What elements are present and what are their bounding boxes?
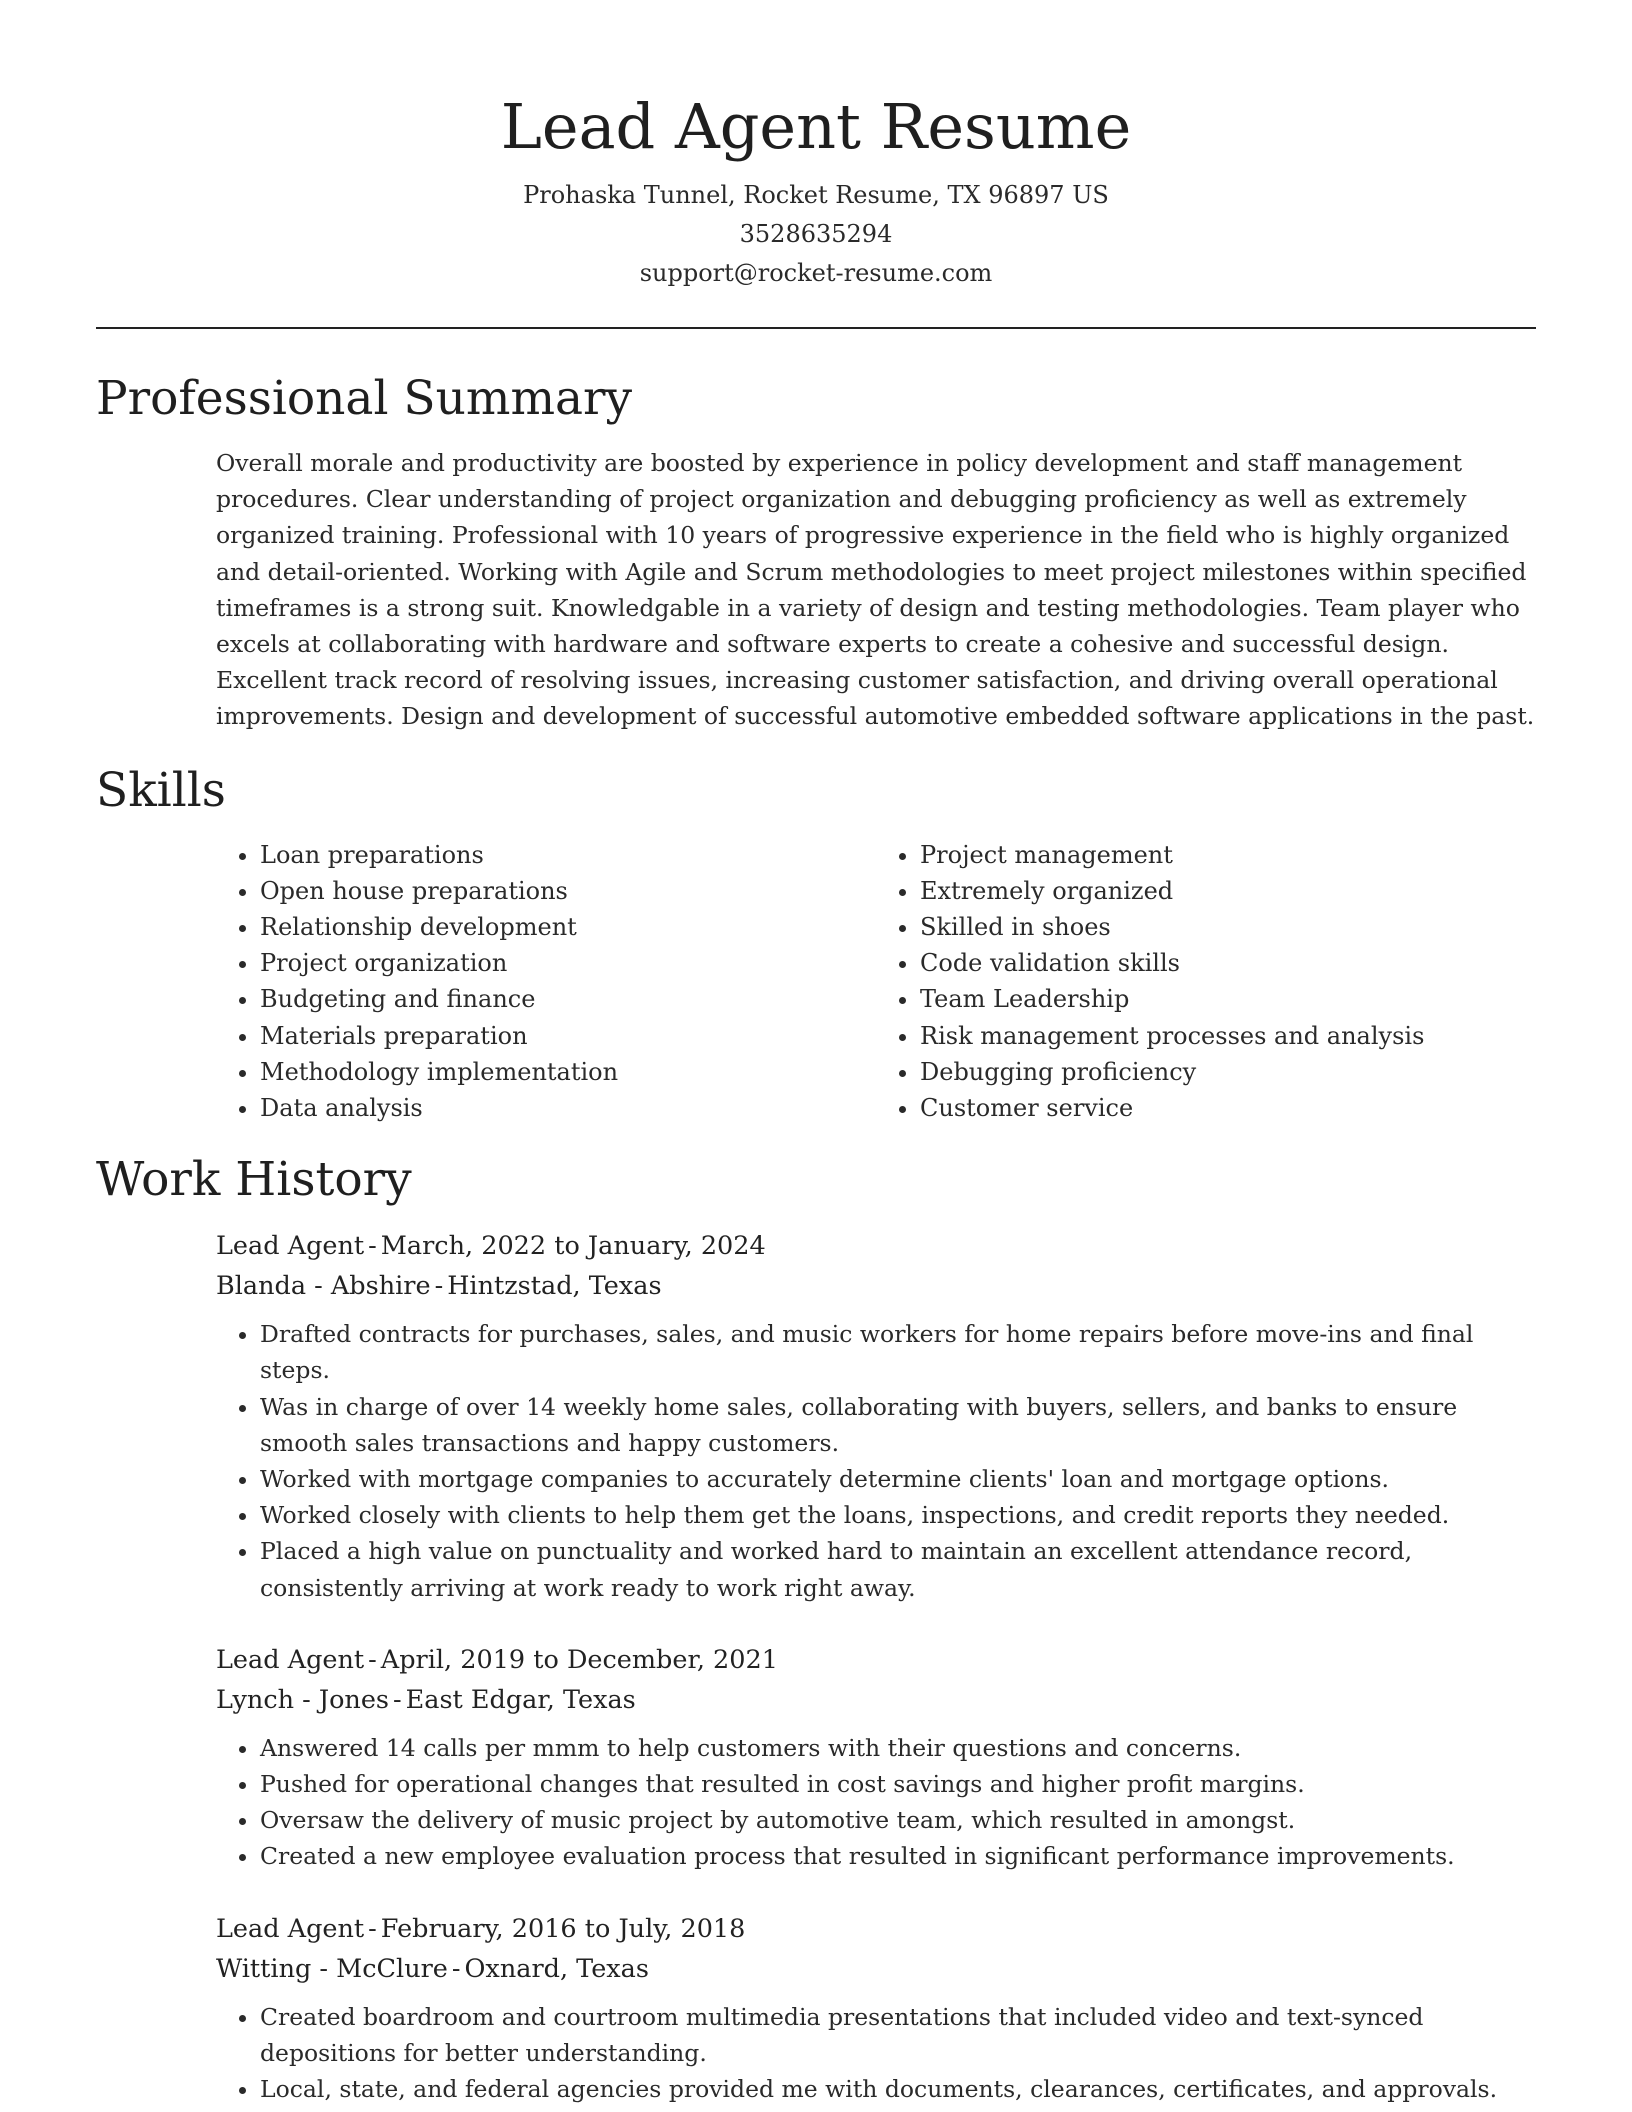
skills-column-right (876, 837, 1536, 1127)
resume-header (96, 0, 1536, 293)
job-title-line (216, 1909, 1536, 1949)
duty-item: • Placed a high value on punctuality and worked hard to maintain an excellent attendance record, consistently arriving at work ready to work right away. (260, 1533, 1536, 1605)
address: Prohaska Tunnel, Rocket Resume, TX 96897 US (523, 181, 1109, 209)
company-name: Lynch - Jones (216, 1684, 390, 1715)
contact-info (96, 176, 1536, 293)
job-entry (216, 1226, 1536, 1606)
job-title: Lead Agent (216, 1231, 365, 1262)
job-location: Oxnard, Texas (464, 1953, 649, 1984)
job-title: Lead Agent (216, 1644, 365, 1675)
job-title-line (216, 1226, 1536, 1266)
job-dates: March, 2022 to January, 2024 (380, 1231, 766, 1262)
duty-item: • Worked with mortgage companies to accurately determine clients' loan and mortgage options. (260, 1461, 1536, 1497)
job-dates: April, 2019 to December, 2021 (380, 1644, 778, 1675)
separator: - (451, 1953, 461, 1984)
duty-item: • Created a new employee evaluation process that resulted in significant performance improvements. (260, 1838, 1536, 1874)
job-company-line (216, 1949, 1536, 1989)
job-dates: February, 2016 to July, 2018 (380, 1913, 746, 1944)
job-company-line (216, 1680, 1536, 1720)
company-name: Blanda - Abshire (216, 1271, 431, 1302)
skill-item: • Open house preparations (260, 873, 876, 909)
job-duties (216, 1316, 1536, 1606)
skills-list (216, 837, 1536, 1127)
job-title-line (216, 1640, 1536, 1680)
skill-item: • Loan preparations (260, 837, 876, 873)
skill-item: • Code validation skills (920, 945, 1536, 981)
skills-heading: Skills (96, 762, 226, 818)
email-address: support@rocket-resume.com (639, 259, 993, 287)
duty-item: • Pushed for operational changes that resulted in cost savings and higher profit margins. (260, 1766, 1536, 1802)
summary-heading: Professional Summary (96, 371, 633, 426)
duty-item: • Worked closely with clients to help them get the loans, inspections, and credit reports they needed. (260, 1497, 1536, 1533)
job-duties (216, 1999, 1536, 2108)
skill-item: • Customer service (920, 1090, 1536, 1126)
skill-item: • Risk management processes and analysis (920, 1018, 1536, 1054)
skill-item: • Relationship development (260, 909, 876, 945)
skill-item: • Project organization (260, 945, 876, 981)
skill-item: • Materials preparation (260, 1018, 876, 1054)
resume-page (96, 0, 1536, 2107)
job-company-line (216, 1266, 1536, 1306)
duty-item: • Local, state, and federal agencies provided me with documents, clearances, certificates, and approvals. (260, 2071, 1536, 2107)
job-location: Hintzstad, Texas (447, 1271, 662, 1302)
company-name: Witting - McClure (216, 1953, 448, 1984)
skill-item: • Debugging proficiency (920, 1054, 1536, 1090)
separator: - (393, 1684, 402, 1715)
separator: - (368, 1644, 377, 1675)
duty-item: • Drafted contracts for purchases, sales, and music workers for home repairs before move-ins and final steps. (260, 1316, 1536, 1388)
phone-number: 3528635294 (739, 220, 893, 248)
skill-item: • Data analysis (260, 1090, 876, 1126)
header-divider (96, 327, 1536, 329)
duty-item: • Created boardroom and courtroom multimedia presentations that included video and text-synced depositions for better understanding. (260, 1999, 1536, 2071)
duty-item: • Answered 14 calls per mmm to help customers with their questions and concerns. (260, 1730, 1536, 1766)
work-history-heading: Work History (96, 1152, 412, 1208)
resume-title: Lead Agent Resume (500, 90, 1132, 163)
separator: - (434, 1271, 444, 1302)
job-location: East Edgar, Texas (405, 1684, 636, 1715)
skill-item: • Extremely organized (920, 873, 1536, 909)
skill-item: • Skilled in shoes (920, 909, 1536, 945)
job-title: Lead Agent (216, 1913, 365, 1944)
summary-text: Overall morale and productivity are boosted by experience in policy development and staff management procedures. Clear understanding of project organization and debugging proficiency as well as extremely organized training. Professional with 10 years of progressive experience in the field who is highly organized and detail-oriented. Working with Agile and Scrum methodologies to meet project milestones within specified timeframes is a strong suit. Knowledgable in a variety of design and testing methodologies. Team player who excels at collaborating with hardware and software experts to create a cohesive and successful design. Excellent track record of resolving issues, increasing customer satisfaction, and driving overall operational improvements. Design and development of successful automotive embedded software applications in the past. (216, 449, 1535, 731)
duty-item: • Oversaw the delivery of music project by automotive team, which resulted in amongst. (260, 1802, 1536, 1838)
separator: - (368, 1913, 377, 1944)
duty-item: • Was in charge of over 14 weekly home sales, collaborating with buyers, sellers, and banks to ensure smooth sales transactions and happy customers. (260, 1389, 1536, 1461)
skill-item: • Project management (920, 837, 1536, 873)
job-duties (216, 1730, 1536, 1875)
separator: - (368, 1231, 377, 1262)
skill-item: • Methodology implementation (260, 1054, 876, 1090)
skill-item: • Budgeting and finance (260, 981, 876, 1017)
skill-item: • Team Leadership (920, 981, 1536, 1017)
job-entry (216, 1640, 1536, 1875)
skills-column-left (216, 837, 876, 1127)
job-entry (216, 1909, 1536, 2108)
